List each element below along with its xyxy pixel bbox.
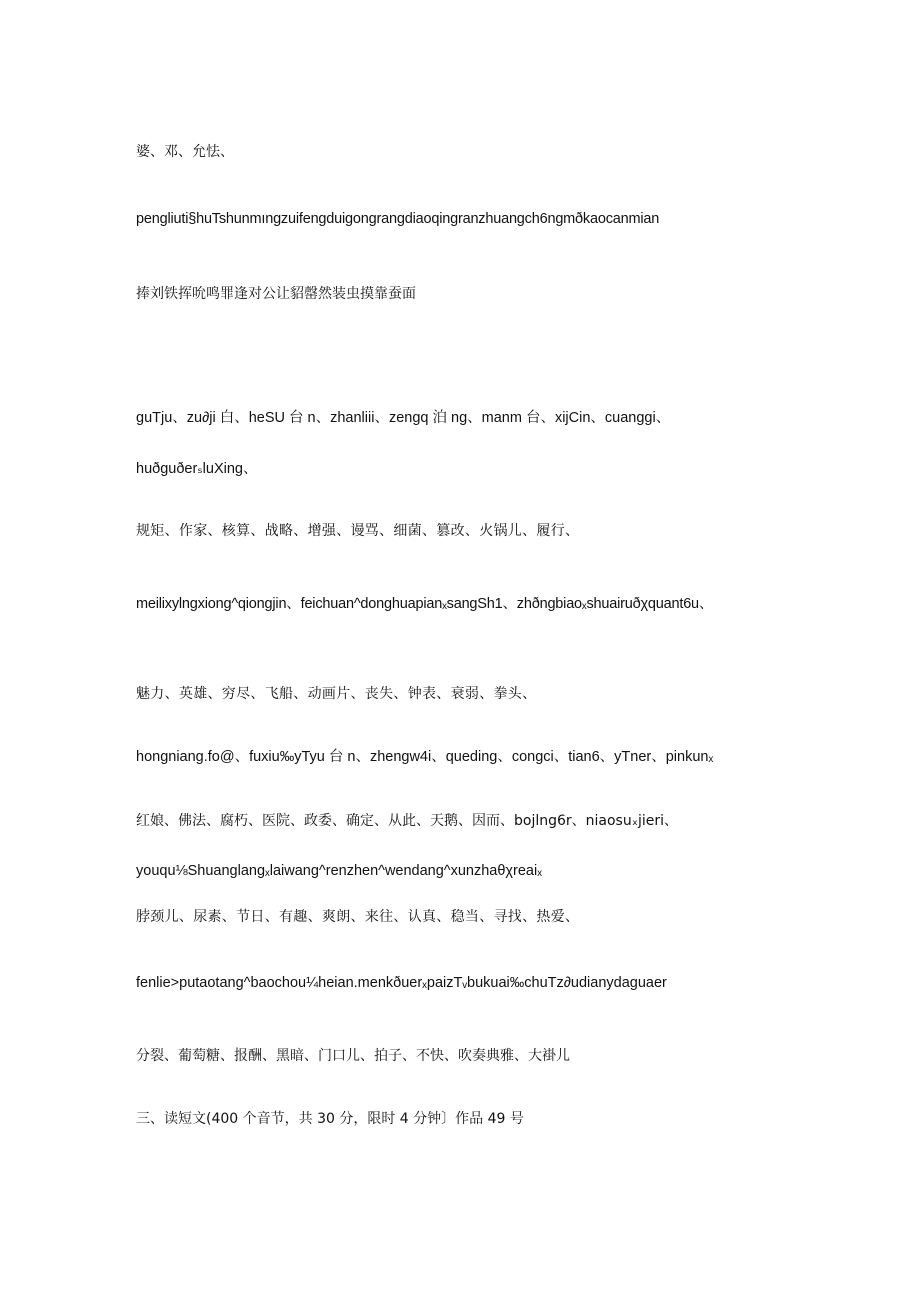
pinyin-line-3: huðguðerₛluXing、 (136, 461, 258, 477)
pinyin-line-1: pengliuti§huTshunmıngzuifengduigongrangdiaoqingranzhuangch6ngmðkaocanmian (136, 211, 660, 227)
char-line-5: 红娘、佛法、腐朽、医院、政委、确定、从此、天鹅、因而、bojlng6r、niaosuₓjieri、 (136, 813, 678, 829)
section-heading: 三、读短文(400 个音节，共 30 分，限时 4 分钟〕作品 49 号 (136, 1111, 524, 1127)
char-line-7: 分裂、葡萄糖、报酬、黑暗、门口儿、拍子、不快、吹奏典雅、大褂儿 (136, 1048, 570, 1064)
char-line-3: 规矩、作家、核算、战略、增强、谩骂、细菌、篡改、火锅儿、履行、 (136, 523, 580, 539)
char-line-1: 婆、邓、允怯、 (136, 144, 234, 160)
char-line-4: 魅力、英雄、穷尽、飞船、动画片、丧失、钟表、衰弱、拳头、 (136, 686, 537, 702)
pinyin-line-7: fenlie>putaotang^baochou¼heian.menkðuerₓpaizTᵥbukuai‰chuTz∂udianydaguaer (136, 975, 667, 991)
char-line-6: 脖颈儿、尿素、节日、有趣、爽朗、来往、认真、稳当、寻找、热爱、 (136, 909, 580, 925)
pinyin-line-4: meilixylngxiong^qiongjin、feichuan^donghuapianₓsangSh1、zhðngbiaoₓshuairuðχquant6u、 (136, 596, 714, 612)
pinyin-line-2: guTju、zu∂ji 白、heSU 台 n、zhanliii、zengq 泊 ng、manm 台、xijCin、cuanggi、 (136, 410, 671, 426)
pinyin-line-6: youqu⅛Shuanglangₓlaiwang^renzhen^wendang^xunzhaθχreaiₓ (136, 863, 542, 879)
char-line-2: 捧刘铁挥吮鸣罪逢对公让貂罄然装虫摸靠蚕面 (136, 286, 416, 302)
pinyin-line-5: hongniang.fo@、fuxiu‰yTyu 台 n、zhengw4i、queding、congci、tian6、yTner、pinkunₓ (136, 749, 714, 765)
